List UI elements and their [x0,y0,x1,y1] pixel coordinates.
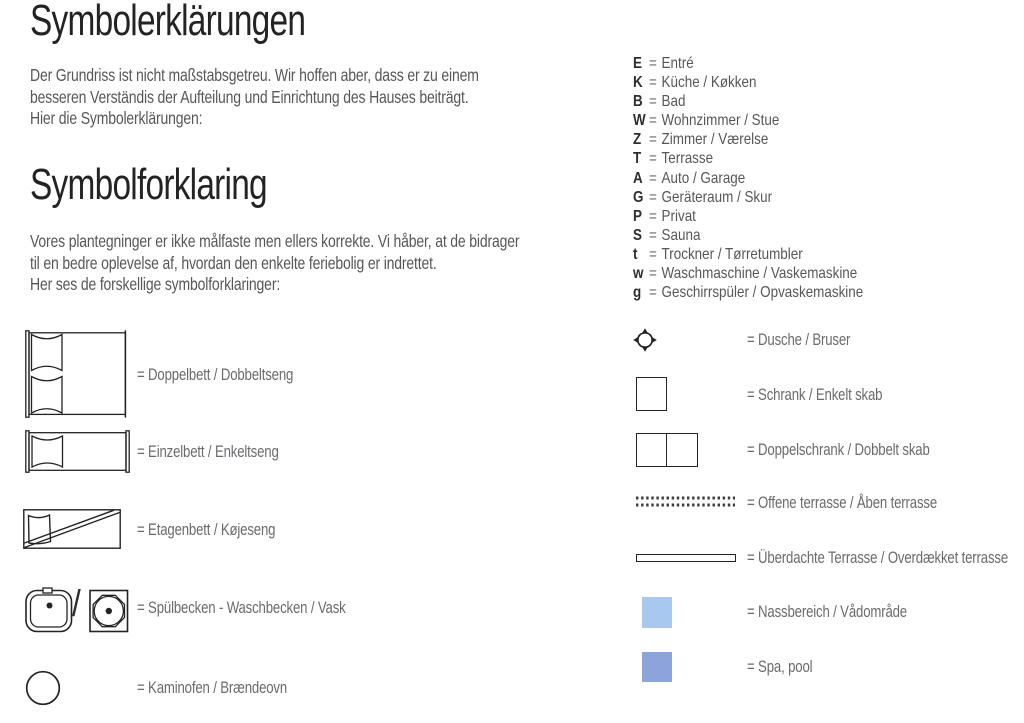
wardrobe-divider [637,434,667,466]
abbr-row-livingroom: W = Wohnzimmer / Stue [633,112,780,130]
abbr-row-sauna: S = Sauna [633,226,701,244]
stove-icon [25,670,61,706]
wet-area-swatch [642,597,672,628]
abbreviation-list [633,54,863,302]
covered-terrace-label: = Überdachte Terrasse / Overdækket terrasse [747,549,1009,567]
german-intro-line-1: Der Grundriss ist nicht maßstabsgetreu. Wir hoffen aber, dass er zu einem [30,65,479,85]
german-heading: Symbolerklärungen [30,0,306,45]
single-bed-icon [25,430,130,473]
abbr-row-washer: w = Waschmaschine / Vaskemaskine [633,265,858,283]
abbr-row-dishwasher: g = Geschirrspüler / Opvaskemaskine [633,284,864,302]
double-bed-label: = Doppelbett / Dobbeltseng [137,366,294,384]
open-terrace-icon [636,495,735,509]
bunk-bed-icon [23,509,121,549]
german-intro-line-3: Hier die Symbolerklärungen: [30,108,203,128]
danish-intro-line-3: Her ses de forskellige symbolforklaringer: [30,274,281,294]
wardrobe-label: = Schrank / Enkelt skab [747,386,883,404]
abbr-row-dryer: t = Trockner / Tørretumbler [633,245,803,263]
shower-label: = Dusche / Bruser [747,331,851,349]
spa-pool-swatch [642,652,672,682]
abbr-row-bath: B = Bad [633,93,686,111]
covered-terrace-icon [636,554,736,562]
wet-area-label: = Nassbereich / Vådområde [747,603,907,621]
sink-label: = Spülbecken - Waschbecken / Vask [137,599,346,617]
slash-separator: / [72,583,81,624]
spa-pool-label: = Spa, pool [747,658,813,676]
washbasin-icon [89,587,129,633]
abbr-row-kitchen: K = Küche / Køkken [633,74,757,92]
double-bed-icon [25,330,127,418]
german-intro-line-2: besseren Verständis der Aufteilung und Einrichtung des Hauses beiträgt. [30,86,469,107]
abbr-row-room: Z = Zimmer / Værelse [633,131,769,149]
shower-icon [632,327,658,353]
danish-intro-line-2: til en bedre oplevelse af, hvordan den enkelte feriebolig er indrettet. [30,252,437,273]
abbr-row-garage: A = Auto / Garage [633,169,746,187]
danish-intro-line-1: Vores plantegninger er ikke målfaste men ellers korrekte. Vi håber, at de bidrager [30,231,520,251]
sink-icon [25,587,73,633]
abbr-row-private: P = Privat [633,207,696,225]
wardrobe-icon [636,377,667,411]
bunk-bed-label: = Etagenbett / Køjeseng [137,521,276,539]
single-bed-label: = Einzelbett / Enkeltseng [137,443,279,461]
german-intro [30,65,479,130]
abbr-row-entree: E = Entré [633,55,694,72]
abbr-row-shed: G = Geräteraum / Skur [633,188,773,206]
double-wardrobe-label: = Doppelschrank / Dobbelt skab [747,441,930,459]
stove-label: = Kaminofen / Brændeovn [137,679,288,697]
danish-heading: Symbolforklaring [30,160,267,209]
double-wardrobe-icon [636,433,698,467]
open-terrace-label: = Offene terrasse / Åben terrasse [747,494,938,512]
abbr-row-terrace: T = Terrasse [633,150,714,168]
danish-intro [30,231,519,296]
